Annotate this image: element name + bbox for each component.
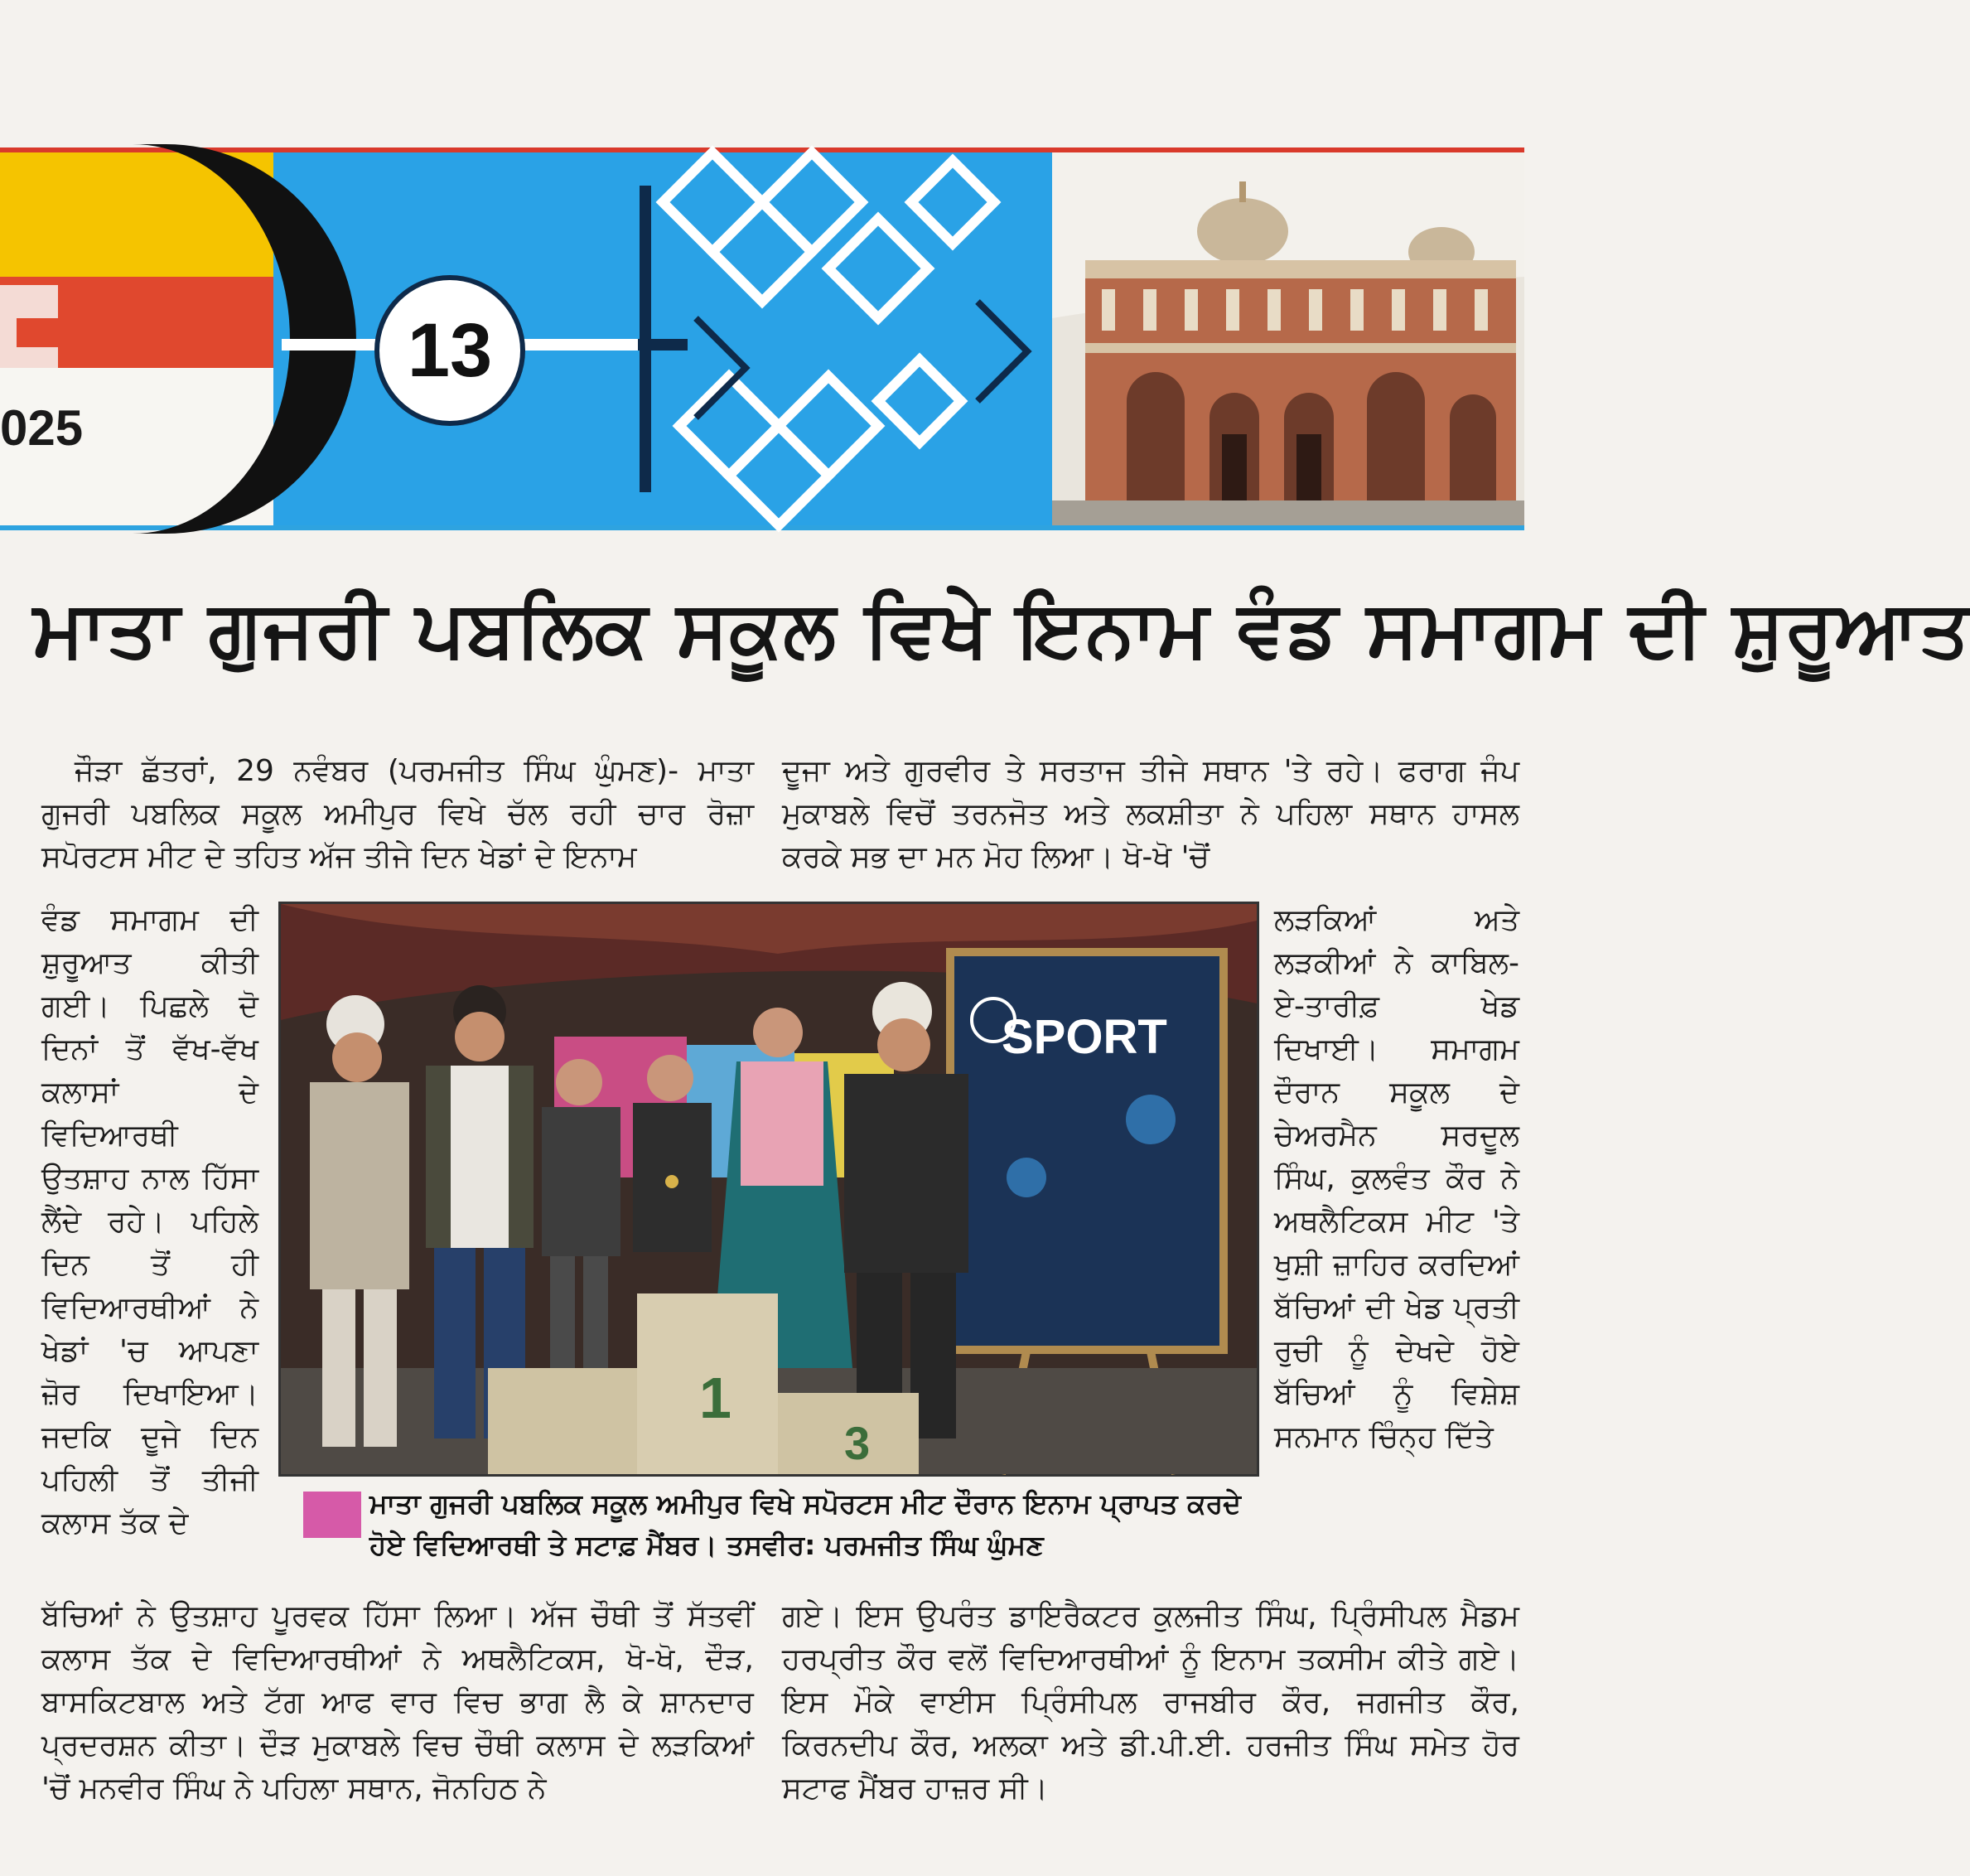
- article-text: ਲੜਕਿਆਂ ਅਤੇ ਲੜਕੀਆਂ ਨੇ ਕਾਬਿਲ-ਏ-ਤਾਰੀਫ਼ ਖੇਡ ਦਿਖਾਈ। ਸਮਾਗਮ ਦੌਰਾਨ ਸਕੂਲ ਦੇ ਚੇਅਰਮੈਨ ਸਰਦੂਲ ਸਿੰਘ, ਕੁਲਵੰਤ ਕੌਰ ਨੇ ਅਥਲੈਟਿਕਸ ਮੀਟ 'ਤੇ ਖੁਸ਼ੀ ਜ਼ਾਹਿਰ ਕਰਦਿਆਂ ਬੱਚਿਆਂ ਦੀ ਖੇਡ ਪ੍ਰਤੀ ਰੁਚੀ ਨੂੰ ਦੇਖਦੇ ਹੋਏ ਬੱਚਿਆਂ ਨੂੰ ਵਿਸ਼ੇਸ਼ ਸਨਮਾਨ ਚਿੰਨ੍ਹ ਦਿੱਤੇ: [1274, 903, 1519, 1454]
- podium-label-1: 1: [699, 1366, 732, 1430]
- article-column-top-right: [782, 750, 1519, 879]
- gurdwara-illustration: [1052, 152, 1524, 525]
- article-text: ਬੱਚਿਆਂ ਨੇ ਉਤਸ਼ਾਹ ਪੂਰਵਕ ਹਿੱਸਾ ਲਿਆ। ਅੱਜ ਚੌਥੀ ਤੋਂ ਸੱਤਵੀਂ ਕਲਾਸ ਤੱਕ ਦੇ ਵਿਦਿਆਰਥੀਆਂ ਨੇ ਅਥਲੈਟਿਕਸ, ਖੋ-ਖੋ, ਦੌੜ, ਬਾਸਕਿਟਬਾਲ ਅਤੇ ਟੱਗ ਆਫ ਵਾਰ ਵਿਚ ਭਾਗ ਲੈ ਕੇ ਸ਼ਾਨਦਾਰ ਪ੍ਰਦਰਸ਼ਨ ਕੀਤਾ। ਦੌੜ ਮੁਕਾਬਲੇ ਵਿਚ ਚੌਥੀ ਕਲਾਸ ਦੇ ਲੜਕਿਆਂ 'ਚੋਂ ਮਨਵੀਰ ਸਿੰਘ ਨੇ ਪਹਿਲਾ ਸਥਾਨ, ਜੋਨਹਿਠ ਨੇ: [41, 1599, 754, 1806]
- article-text: ਵੰਡ ਸਮਾਗਮ ਦੀ ਸ਼ੁਰੂਆਤ ਕੀਤੀ ਗਈ। ਪਿਛਲੇ ਦੋ ਦਿਨਾਂ ਤੋਂ ਵੱਖ-ਵੱਖ ਕਲਾਸਾਂ ਦੇ ਵਿਦਿਆਰਥੀ ਉਤਸ਼ਾਹ ਨਾਲ ਹਿੱਸਾ ਲੈਂਦੇ ਰਹੇ। ਪਹਿਲੇ ਦਿਨ ਤੋਂ ਹੀ ਵਿਦਿਆਰਥੀਆਂ ਨੇ ਖੇਡਾਂ 'ਚ ਆਪਣਾ ਜ਼ੋਰ ਦਿਖਾਇਆ। ਜਦਕਿ ਦੂਜੇ ਦਿਨ ਪਹਿਲੀ ਤੋਂ ਤੀਜੀ ਕਲਾਸ ਤੱਕ ਦੇ: [41, 903, 258, 1540]
- photo-illustration: [281, 904, 1257, 1474]
- section-banner: [0, 147, 1524, 530]
- article-column-bottom-right: [782, 1595, 1519, 1811]
- page-number-badge: 13: [374, 275, 525, 426]
- article-column-bottom-left: [41, 1595, 754, 1811]
- photo-caption: ਮਾਤਾ ਗੁਜਰੀ ਪਬਲਿਕ ਸਕੂਲ ਅਮੀਪੁਰ ਵਿਖੇ ਸਪੋਰਟਸ ਮੀਟ ਦੌਰਾਨ ਇਨਾਮ ਪ੍ਰਾਪਤ ਕਰਦੇ ਹੋਏ ਵਿਦਿਆਰਥੀ ਤੇ ਸਟਾਫ਼ ਮੈਂਬਰ। ਤਸਵੀਰ: ਪਰਮਜੀਤ ਸਿੰਘ ਘੁੰਮਣ: [369, 1487, 1241, 1561]
- article-column-narrow-left: [41, 899, 258, 1545]
- banner-year: 025: [0, 400, 84, 456]
- headline: ਮਾਤਾ ਗੁਜਰੀ ਪਬਲਿਕ ਸਕੂਲ ਵਿਖੇ ਇਨਾਮ ਵੰਡ ਸਮਾਗਮ ਦੀ ਸ਼ੁਰੂਆਤ: [33, 584, 1970, 674]
- news-photo: [278, 902, 1259, 1477]
- board-text: SPORT: [1002, 1010, 1167, 1064]
- caption-marker: [303, 1492, 361, 1538]
- podium-label-3: 3: [844, 1417, 871, 1469]
- article-column-top-left: [41, 750, 754, 879]
- article-text: ਦੂਜਾ ਅਤੇ ਗੁਰਵੀਰ ਤੇ ਸਰਤਾਜ ਤੀਜੇ ਸਥਾਨ 'ਤੇ ਰਹੇ। ਫਰਾਗ ਜੰਪ ਮੁਕਾਬਲੇ ਵਿਚੋਂ ਤਰਨਜੋਤ ਅਤੇ ਲਕਸ਼ੀਤਾ ਨੇ ਪਹਿਲਾ ਸਥਾਨ ਹਾਸਲ ਕਰਕੇ ਸਭ ਦਾ ਮਨ ਮੋਹ ਲਿਆ। ਖੋ-ਖੋ 'ਚੋਂ: [782, 754, 1519, 874]
- article-text: ਗਏ। ਇਸ ਉਪਰੰਤ ਡਾਇਰੈਕਟਰ ਕੁਲਜੀਤ ਸਿੰਘ, ਪ੍ਰਿੰਸੀਪਲ ਮੈਡਮ ਹਰਪ੍ਰੀਤ ਕੌਰ ਵਲੋਂ ਵਿਦਿਆਰਥੀਆਂ ਨੂੰ ਇਨਾਮ ਤਕਸੀਮ ਕੀਤੇ ਗਏ। ਇਸ ਮੌਕੇ ਵਾਈਸ ਪ੍ਰਿੰਸੀਪਲ ਰਾਜਬੀਰ ਕੌਰ, ਜਗਜੀਤ ਕੌਰ, ਕਿਰਨਦੀਪ ਕੌਰ, ਅਲਕਾ ਅਤੇ ਡੀ.ਪੀ.ਈ. ਹਰਜੀਤ ਸਿੰਘ ਸਮੇਤ ਹੋਰ ਸਟਾਫ ਮੈਂਬਰ ਹਾਜ਼ਰ ਸੀ।: [782, 1599, 1519, 1806]
- article-text: ਜੌੜਾ ਛੱਤਰਾਂ, 29 ਨਵੰਬਰ (ਪਰਮਜੀਤ ਸਿੰਘ ਘੁੰਮਣ)- ਮਾਤਾ ਗੁਜਰੀ ਪਬਲਿਕ ਸਕੂਲ ਅਮੀਪੁਰ ਵਿਖੇ ਚੱਲ ਰਹੀ ਚਾਰ ਰੋਜ਼ਾ ਸਪੋਰਟਸ ਮੀਟ ਦੇ ਤਹਿਤ ਅੱਜ ਤੀਜੇ ਦਿਨ ਖੇਡਾਂ ਦੇ ਇਨਾਮ: [41, 754, 754, 874]
- article-column-narrow-right: [1274, 899, 1519, 1459]
